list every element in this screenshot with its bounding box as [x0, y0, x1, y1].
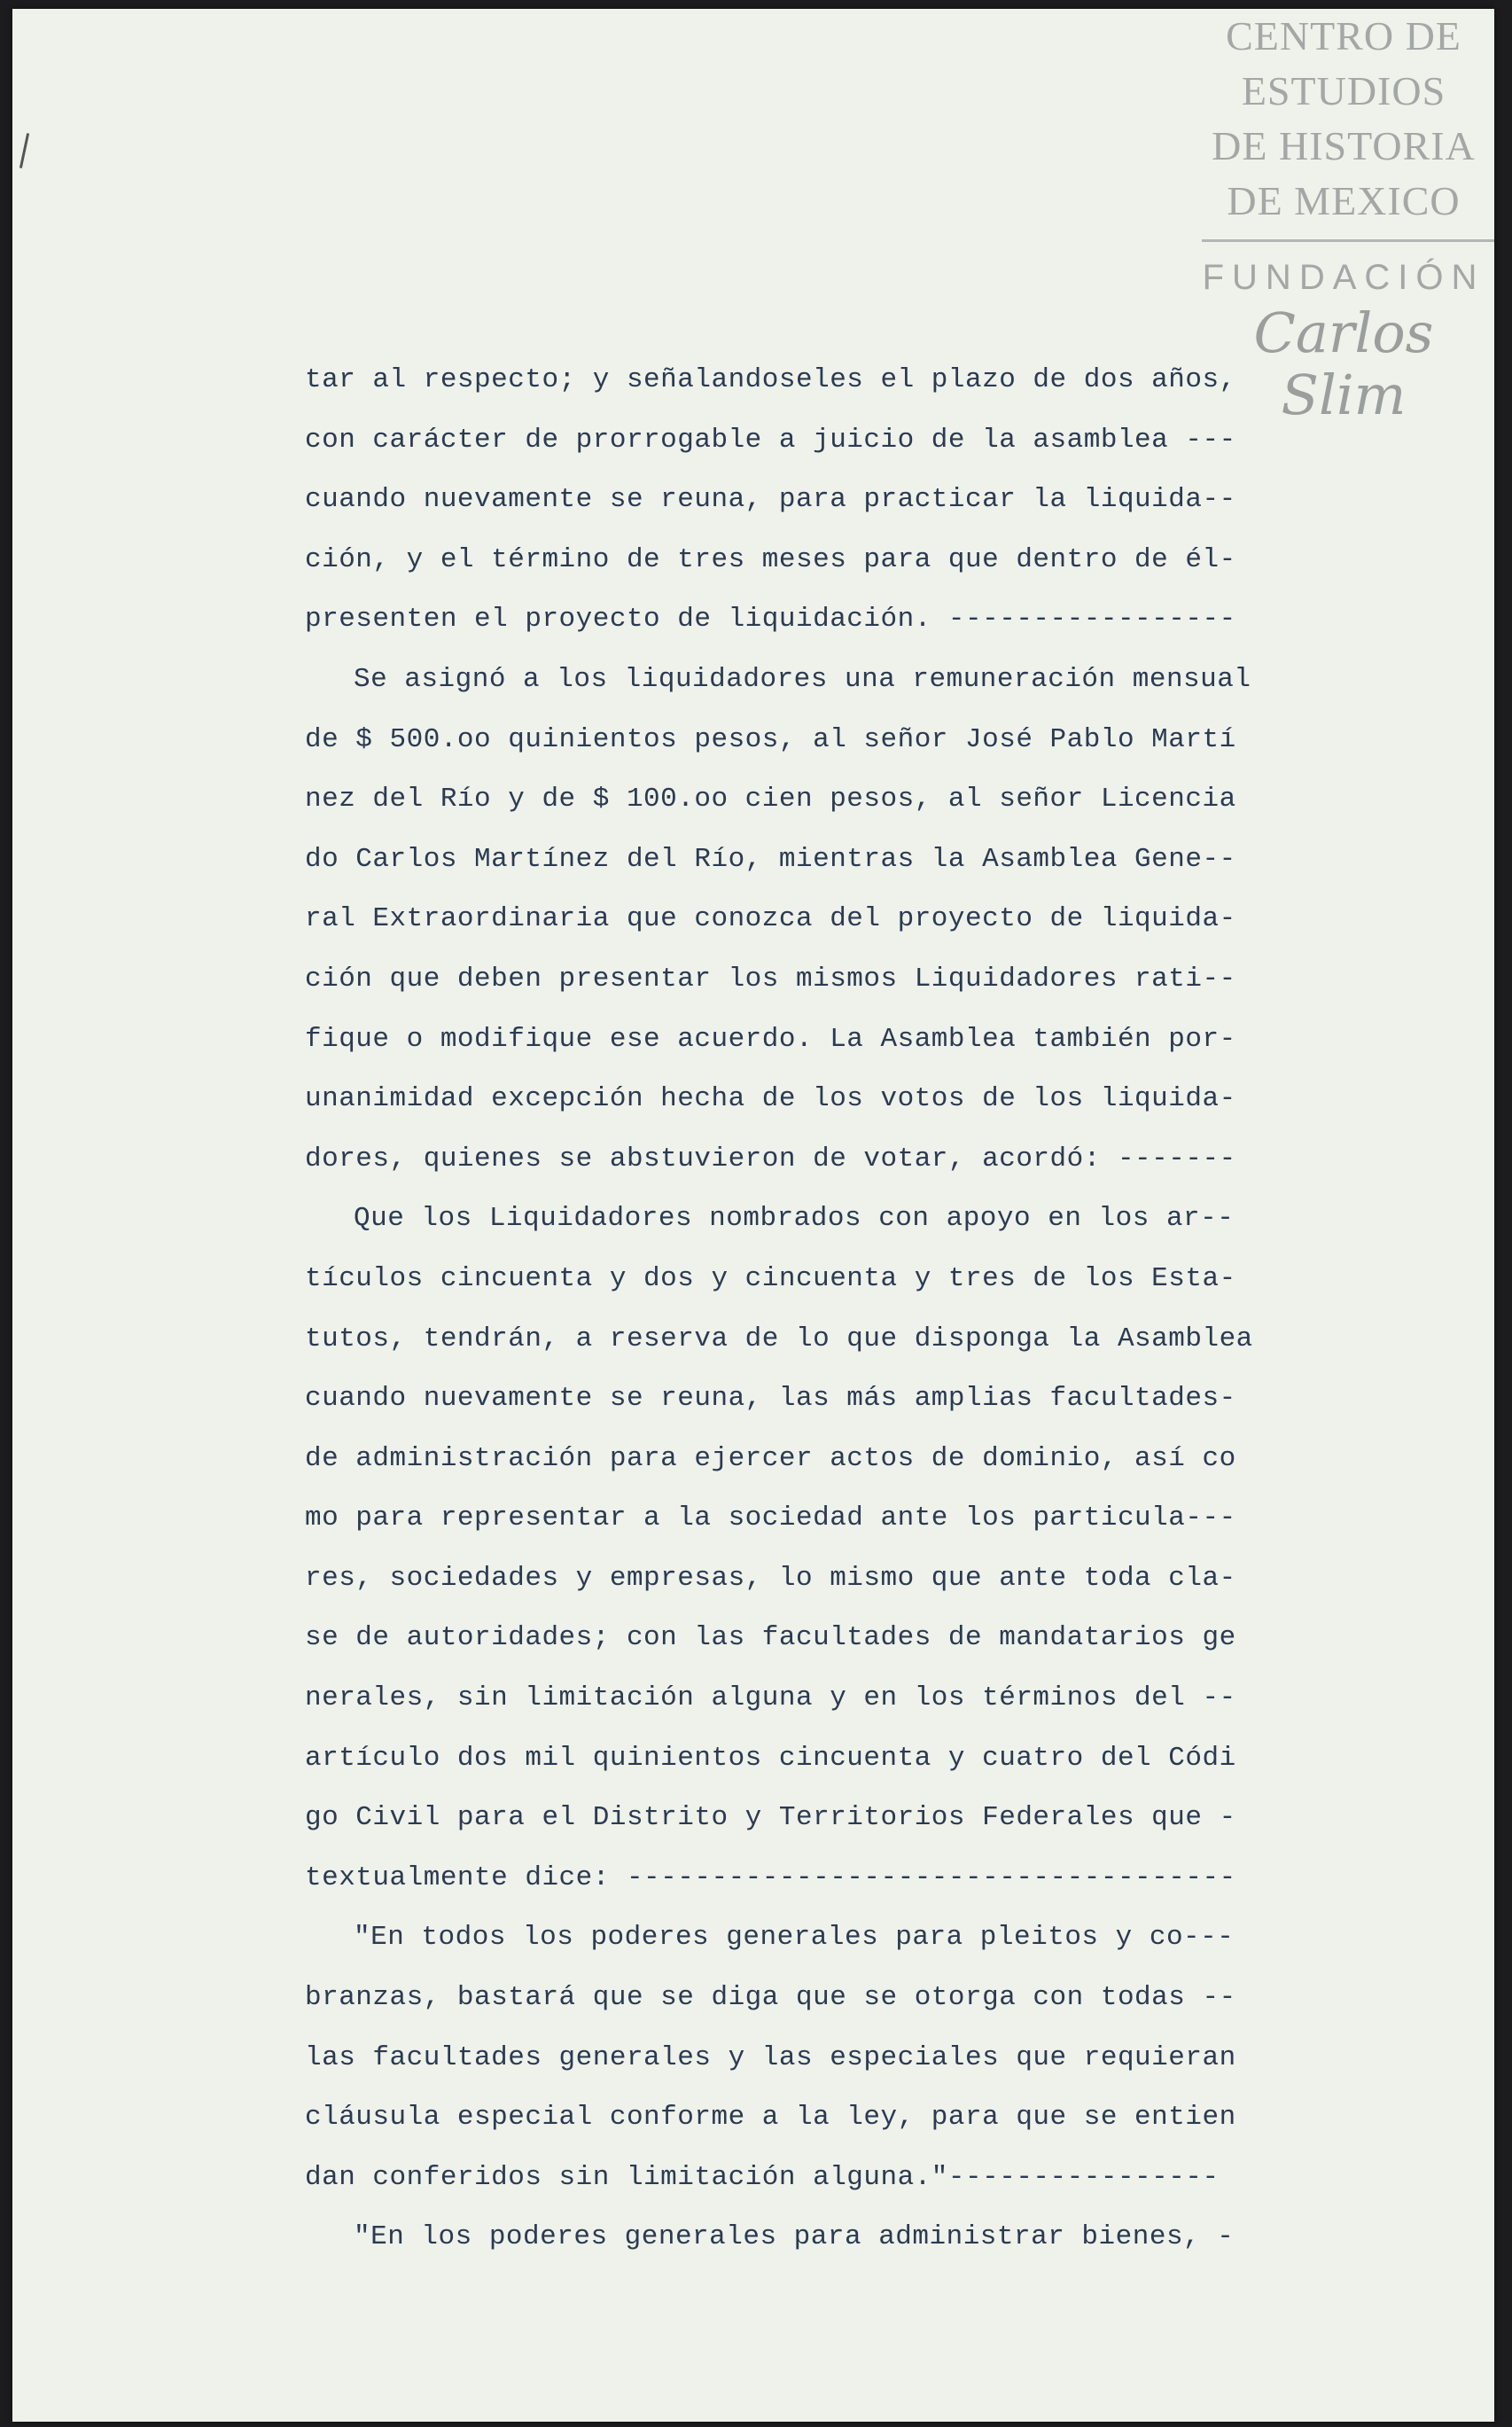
text-line: artículo dos mil quinientos cincuenta y cuatro del Códi: [305, 1742, 1236, 1774]
text-line: tículos cincuenta y dos y cincuenta y tres de los Esta-: [305, 1262, 1236, 1294]
watermark-signature: Carlos Slim: [1253, 300, 1434, 427]
typed-text-body: [305, 350, 1324, 2267]
text-line: ción, y el término de tres meses para que dentro de él-: [305, 543, 1236, 575]
text-line: de administración para ejercer actos de dominio, así co: [305, 1442, 1236, 1474]
text-line: cláusula especial conforme a la ley, para que se entien: [305, 2102, 1236, 2134]
text-line: tar al respecto; y señalandoseles el plazo de dos años,: [305, 364, 1236, 395]
text-line: las facultades generales y las especiales que requieran: [305, 2041, 1236, 2073]
document-page: [12, 9, 1494, 2422]
page-edge-mark: [19, 133, 29, 168]
watermark-line: CENTRO DE: [1226, 13, 1461, 59]
text-line: de $ 500.oo quinientos pesos, al señor José Pablo Martí: [305, 723, 1236, 755]
text-line: do Carlos Martínez del Río, mientras la Asamblea Gene--: [305, 843, 1236, 875]
watermark-foundation: FUNDACIÓN: [1202, 258, 1485, 297]
watermark-line: ESTUDIOS: [1241, 68, 1446, 113]
text-line: textualmente dice: ------------------------------------: [305, 1861, 1236, 1893]
text-line: tutos, tendrán, a reserva de lo que disponga la Asamblea: [305, 1323, 1253, 1354]
text-line: Se asignó a los liquidadores una remuneración mensual: [354, 663, 1251, 695]
text-line: mo para representar a la sociedad ante los particula---: [305, 1502, 1236, 1534]
watermark-divider: [1202, 239, 1494, 242]
text-line: dan conferidos sin limitación alguna."----------------: [305, 2161, 1220, 2193]
text-line: con carácter de prorrogable a juicio de la asamblea ---: [305, 424, 1236, 456]
text-line: fique o modifique ese acuerdo. La Asamblea también por-: [305, 1023, 1236, 1055]
text-line: presenten el proyecto de liquidación. -----------------: [305, 604, 1236, 636]
text-line: dores, quienes se abstuvieron de votar, acordó: -------: [305, 1143, 1236, 1174]
text-line: Que los Liquidadores nombrados con apoyo en los ar--: [354, 1203, 1235, 1235]
text-line: branzas, bastará que se diga que se otorga con todas --: [305, 1982, 1236, 2014]
text-line: cuando nuevamente se reuna, para practicar la liquida--: [305, 484, 1236, 516]
text-line: "En todos los poderes generales para pleitos y co---: [354, 1922, 1235, 1954]
text-line: nerales, sin limitación alguna y en los términos del --: [305, 1682, 1236, 1714]
text-line: ral Extraordinaria que conozca del proyecto de liquida-: [305, 903, 1236, 935]
text-line: ción que deben presentar los mismos Liquidadores rati--: [305, 963, 1236, 995]
text-line: nez del Río y de $ 100.oo cien pesos, al señor Licencia: [305, 784, 1236, 816]
text-line: se de autoridades; con las facultades de mandatarios ge: [305, 1622, 1236, 1654]
text-line: cuando nuevamente se reuna, las más amplias facultades-: [305, 1383, 1236, 1415]
text-line: "En los poderes generales para administrar bienes, -: [354, 2221, 1235, 2253]
text-line: res, sociedades y empresas, lo mismo que ante toda cla-: [305, 1562, 1236, 1594]
watermark-line: DE HISTORIA: [1212, 123, 1476, 168]
text-line: go Civil para el Distrito y Territorios Federales que -: [305, 1802, 1236, 1834]
text-line: unanimidad excepción hecha de los votos de los liquida-: [305, 1083, 1236, 1115]
watermark-line: DE MEXICO: [1227, 178, 1461, 223]
